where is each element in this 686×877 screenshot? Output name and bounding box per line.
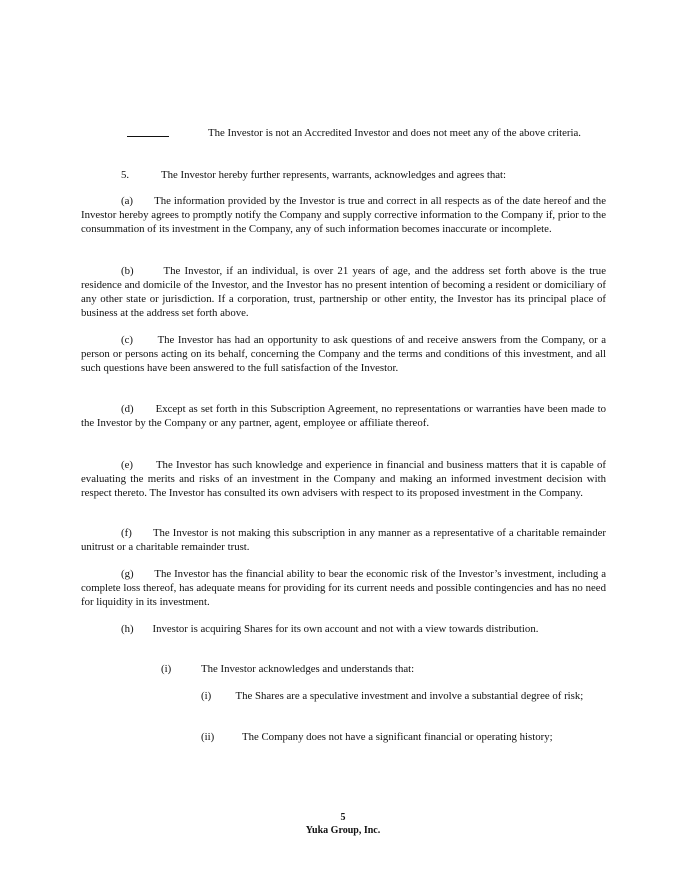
paragraph-i-label: (i)	[161, 663, 172, 675]
footer-company: Yuka Group, Inc.	[305, 825, 381, 836]
subparagraph-i-ii-label: (ii)	[201, 731, 215, 743]
paragraph-e-label: (e)	[121, 459, 133, 471]
paragraph-a-label: (a)	[121, 195, 133, 207]
paragraph-c-label: (c)	[121, 334, 133, 346]
subparagraph-i-i-label: (i)	[201, 690, 212, 702]
paragraph-a-text: The information provided by the Investor is true and correct in all respects as of the date hereof and the Investor hereby agrees to promptly notify the Company and supply corrective information to the Company if, prior to the consummation of its investment in the Company, any of such information becomes inaccurate or incomplete.	[81, 195, 606, 235]
paragraph-d	[81, 402, 606, 430]
paragraph-i-text: The Investor acknowledges and understands that:	[201, 663, 415, 675]
blank-line	[127, 136, 169, 137]
page-number: 5	[340, 812, 346, 823]
section-5-number: 5.	[121, 169, 130, 181]
subparagraph-i-i	[161, 689, 606, 703]
subparagraph-i-ii-text: The Company does not have a significant financial or operating history;	[242, 731, 553, 743]
paragraph-d-text: Except as set forth in this Subscription Agreement, no representations or warranties have been made to the Investor by the Company or any partner, agent, employee or affiliate thereof.	[81, 403, 606, 429]
section-5-intro: The Investor hereby further represents, warrants, acknowledges and agrees that:	[161, 169, 507, 181]
paragraph-a	[81, 194, 606, 236]
paragraph-e-text: The Investor has such knowledge and experience in financial and business matters that it is capable of evaluating the merits and risks of an investment in the Company and making an informed investment decision with respect thereto. The Investor has consulted its own advisers with respect to its proposed investment in the Company.	[81, 459, 606, 499]
paragraph-c-text: The Investor has had an opportunity to ask questions of and receive answers from the Company, or a person or persons acting on its behalf, concerning the Company and the terms and conditions of this investment, and all such questions have been answered to the full satisfaction of the Investor.	[81, 334, 606, 374]
paragraph-d-label: (d)	[121, 403, 134, 415]
criteria-none-text: The Investor is not an Accredited Investor and does not meet any of the above criteria.	[208, 127, 581, 139]
paragraph-h	[81, 622, 606, 636]
paragraph-g-text: The Investor has the financial ability to bear the economic risk of the Investor’s investment, including a complete loss thereof, has adequate means for providing for its current needs and possible contingencies and has no need for liquidity in its investment.	[81, 568, 606, 608]
paragraph-e	[81, 458, 606, 500]
paragraph-h-text: Investor is acquiring Shares for its own account and not with a view towards distribution.	[152, 623, 539, 635]
paragraph-g-label: (g)	[121, 568, 134, 580]
paragraph-b-text: The Investor, if an individual, is over 21 years of age, and the address set forth above is the true residence and domicile of the Investor, and the Investor has no present intention of becoming a resident or domiciliary of any other state or jurisdiction. If a corporation, trust, partnership or other entity, the Investor has its principal place of business at the address set forth above.	[81, 265, 606, 319]
paragraph-g	[81, 567, 606, 609]
paragraph-c	[81, 333, 606, 375]
paragraph-h-label: (h)	[121, 623, 134, 635]
paragraph-f	[81, 526, 606, 554]
paragraph-f-text: The Investor is not making this subscription in any manner as a representative of a charitable remainder unitrust or a charitable remainder trust.	[81, 527, 606, 553]
subparagraph-i-i-text: The Shares are a speculative investment and involve a substantial degree of risk;	[235, 690, 584, 702]
paragraph-f-label: (f)	[121, 527, 132, 539]
paragraph-b-label: (b)	[121, 265, 134, 277]
paragraph-b	[81, 264, 606, 320]
